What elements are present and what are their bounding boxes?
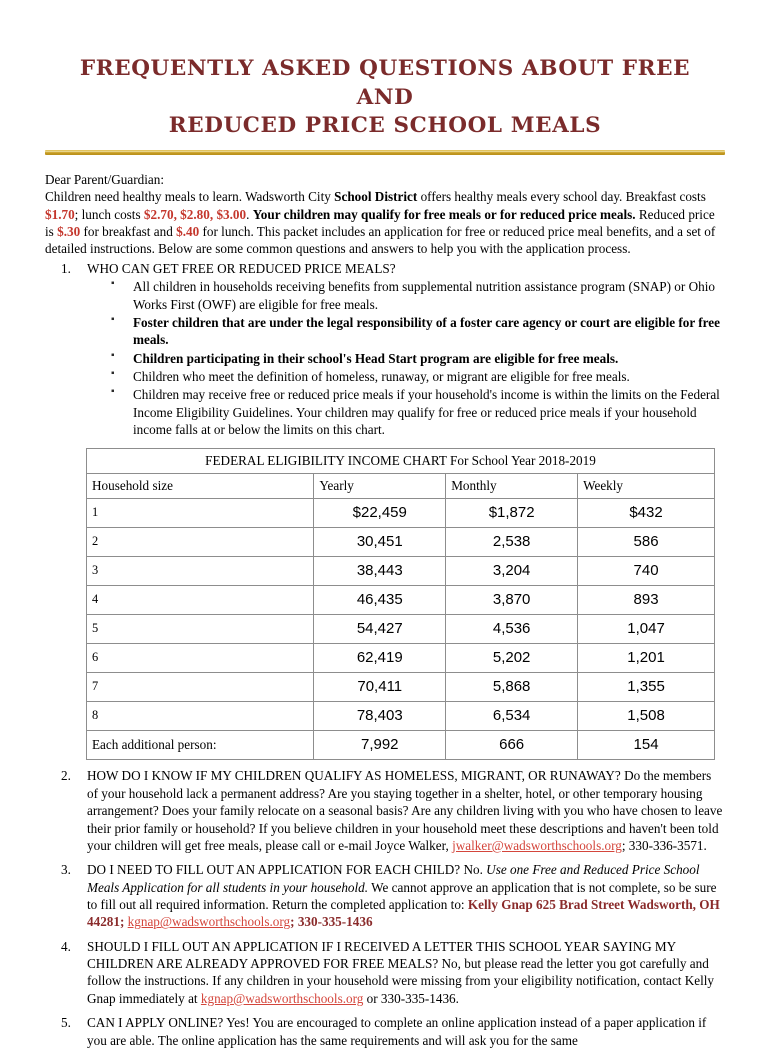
breakfast-price: $1.70 bbox=[45, 206, 75, 222]
document-header bbox=[45, 0, 725, 155]
faq-item-2 bbox=[45, 767, 725, 854]
cell-weekly: 1,047 bbox=[578, 615, 715, 644]
cell-monthly: $1,872 bbox=[446, 499, 578, 528]
cell-yearly: 30,451 bbox=[314, 528, 446, 557]
intro-text-3: ; lunch costs bbox=[74, 206, 144, 222]
intro-text-2: offers healthy meals every school day. Breakfast costs bbox=[417, 189, 706, 205]
cell-household-size: 2 bbox=[87, 528, 314, 557]
cell-monthly: 2,538 bbox=[446, 528, 578, 557]
cell-household-size: 6 bbox=[87, 644, 314, 673]
intro-text-5: Reduced price is bbox=[45, 206, 715, 240]
faq-item-4 bbox=[45, 938, 725, 1007]
page-title bbox=[45, 55, 725, 141]
table-row bbox=[87, 702, 715, 731]
email-link-joyce-walker[interactable]: jwalker@wadsworthschools.org bbox=[452, 837, 622, 853]
list-item bbox=[87, 368, 725, 385]
intro-text-6: for breakfast and bbox=[80, 224, 177, 240]
cell-yearly: 70,411 bbox=[314, 673, 446, 702]
answer-2-text: Do the members of your household lack a permanent address? Are you staying together in a shelter, hotel, or other temporary housing arrangement? Does your family relocate on a seasonal basis? Are any children living with you who have chosen to leave their prior family or household? If you believe children in your household meet these descriptions and haven't been told your children will get free meals, please call or e-mail Joyce Walker, bbox=[87, 768, 723, 853]
page-title-line-2: REDUCED PRICE SCHOOL MEALS bbox=[168, 113, 602, 139]
question-2-text: HOW DO I KNOW IF MY CHILDREN QUALIFY AS HOMELESS, MIGRANT, OR RUNAWAY? bbox=[87, 768, 621, 784]
question-5-text: CAN I APPLY ONLINE? bbox=[87, 1015, 224, 1031]
cell-monthly: 4,536 bbox=[446, 615, 578, 644]
faq-list bbox=[45, 260, 725, 439]
list-item bbox=[87, 386, 725, 438]
cell-yearly: 54,427 bbox=[314, 615, 446, 644]
faq-item-3 bbox=[45, 861, 725, 930]
faq-item-5 bbox=[45, 1014, 725, 1049]
faq-item-1 bbox=[45, 260, 725, 439]
table-row bbox=[87, 586, 715, 615]
cell-weekly: 1,508 bbox=[578, 702, 715, 731]
salutation-line: Dear Parent/Guardian: bbox=[45, 171, 165, 187]
question-4-text: SHOULD I FILL OUT AN APPLICATION IF I RECEIVED A LETTER THIS SCHOOL YEAR SAYING MY CHILDREN ARE ALREADY APPROVED FOR FREE MEALS? bbox=[87, 938, 676, 972]
intro-body bbox=[45, 188, 725, 258]
table-row bbox=[87, 557, 715, 586]
cell-monthly: 3,870 bbox=[446, 586, 578, 615]
cell-weekly: 1,355 bbox=[578, 673, 715, 702]
bullet-text: Foster children that are under the legal responsibility of a foster care agency or court are eligible for free meals. bbox=[133, 314, 720, 348]
list-item bbox=[87, 350, 725, 367]
email-link-kelly-gnap[interactable]: kgnap@wadsworthschools.org bbox=[127, 914, 291, 930]
contact-phone-bold: ; 330-335-1436 bbox=[290, 914, 373, 930]
cell-household-size: Each additional person: bbox=[87, 731, 314, 760]
cell-yearly: 7,992 bbox=[314, 731, 446, 760]
answer-2-phone: ; 330-336-3571. bbox=[621, 837, 707, 853]
question-1-text: WHO CAN GET FREE OR REDUCED PRICE MEALS? bbox=[87, 260, 396, 276]
intro-paragraph bbox=[45, 171, 725, 258]
table-caption: FEDERAL ELIGIBILITY INCOME CHART For School Year 2018-2019 bbox=[87, 449, 715, 474]
column-header-weekly: Weekly bbox=[578, 474, 715, 499]
email-link-kelly-gnap-alt[interactable]: kgnap@wadsworthschools.org bbox=[200, 990, 364, 1006]
cell-weekly: $432 bbox=[578, 499, 715, 528]
page-title-line-1: FREQUENTLY ASKED QUESTIONS ABOUT FREE AND bbox=[79, 56, 691, 110]
cell-household-size: 5 bbox=[87, 615, 314, 644]
cell-household-size: 1 bbox=[87, 499, 314, 528]
cell-monthly: 3,204 bbox=[446, 557, 578, 586]
column-header-yearly: Yearly bbox=[314, 474, 446, 499]
question-3-text: DO I NEED TO FILL OUT AN APPLICATION FOR EACH CHILD? bbox=[87, 862, 461, 878]
reduced-breakfast-price: $.30 bbox=[57, 224, 81, 240]
gold-divider-rule bbox=[45, 150, 725, 155]
cell-weekly: 586 bbox=[578, 528, 715, 557]
qualify-statement: Your children may qualify for free meals or for reduced price meals. bbox=[252, 206, 636, 222]
answer-4-phone: or 330-335-1436. bbox=[363, 990, 459, 1006]
cell-monthly: 5,202 bbox=[446, 644, 578, 673]
cell-weekly: 1,201 bbox=[578, 644, 715, 673]
cell-yearly: 38,443 bbox=[314, 557, 446, 586]
cell-household-size: 3 bbox=[87, 557, 314, 586]
faq-list-continued bbox=[45, 767, 725, 1048]
intro-text-4: . bbox=[246, 206, 253, 222]
cell-household-size: 8 bbox=[87, 702, 314, 731]
cell-monthly: 6,534 bbox=[446, 702, 578, 731]
reduced-lunch-price: $.40 bbox=[176, 224, 200, 240]
cell-yearly: 46,435 bbox=[314, 586, 446, 615]
bullet-text: Children may receive free or reduced price meals if your household's income is within the limits on the Federal Income Eligibility Guidelines. Your children may qualify for free or reduced price meals if your household income falls at or below the limits on this chart. bbox=[133, 387, 720, 438]
school-district-bold: School District bbox=[334, 189, 418, 205]
cell-yearly: 78,403 bbox=[314, 702, 446, 731]
income-table bbox=[86, 448, 715, 760]
answer-3-text-b: We cannot approve an application that is not complete, so be sure to fill out all required information. Return the completed application to: bbox=[87, 879, 717, 912]
cell-yearly: $22,459 bbox=[314, 499, 446, 528]
table-caption-row bbox=[87, 449, 715, 474]
list-item bbox=[87, 278, 725, 313]
cell-household-size: 7 bbox=[87, 673, 314, 702]
bullet-text: All children in households receiving benefits from supplemental nutrition assistance program (SNAP) or Ohio Works First (OWF) are eligible for free meals. bbox=[133, 279, 715, 312]
cell-monthly: 5,868 bbox=[446, 673, 578, 702]
federal-eligibility-income-chart bbox=[86, 448, 715, 760]
table-row bbox=[87, 731, 715, 760]
list-item bbox=[87, 314, 725, 349]
table-row bbox=[87, 673, 715, 702]
table-row bbox=[87, 499, 715, 528]
cell-weekly: 154 bbox=[578, 731, 715, 760]
bullet-text: Children participating in their school's Head Start program are eligible for free meals. bbox=[133, 350, 619, 366]
column-header-monthly: Monthly bbox=[446, 474, 578, 499]
column-header-household-size: Household size bbox=[87, 474, 314, 499]
intro-text-7: for lunch. This packet includes an application for free or reduced price meal benefits, and a set of detailed instructions. Below are some common questions and answers to help you with the application process. bbox=[45, 224, 716, 257]
intro-text-1: Children need healthy meals to learn. Wadsworth City bbox=[45, 189, 335, 205]
cell-household-size: 4 bbox=[87, 586, 314, 615]
answer-5-text: Yes! You are encouraged to complete an online application instead of a paper application if you are able. The online application has the same requirements and will ask you for the same bbox=[87, 1015, 707, 1048]
answer-4-text: No, but please read the letter you got carefully and follow the instructions. If any children in your household were missing from your eligibility notification, contact Kelly Gnap immediately at bbox=[87, 956, 715, 1006]
table-header-row bbox=[87, 474, 715, 499]
table-row bbox=[87, 528, 715, 557]
lunch-price: $2.70, $2.80, $3.00 bbox=[143, 206, 247, 222]
cell-weekly: 740 bbox=[578, 557, 715, 586]
contact-address-bold: Kelly Gnap 625 Brad Street Wadsworth, OH 44281; bbox=[87, 897, 720, 930]
cell-weekly: 893 bbox=[578, 586, 715, 615]
answer-3-text-a: No. bbox=[460, 862, 487, 878]
bullet-text: Children who meet the definition of homeless, runaway, or migrant are eligible for free meals. bbox=[133, 369, 630, 385]
answer-3-italic: Use one Free and Reduced Price School Meals Application for all students in your household. bbox=[87, 862, 700, 895]
table-row bbox=[87, 615, 715, 644]
cell-monthly: 666 bbox=[446, 731, 578, 760]
cell-yearly: 62,419 bbox=[314, 644, 446, 673]
table-row bbox=[87, 644, 715, 673]
eligibility-bullet-list bbox=[87, 278, 725, 438]
